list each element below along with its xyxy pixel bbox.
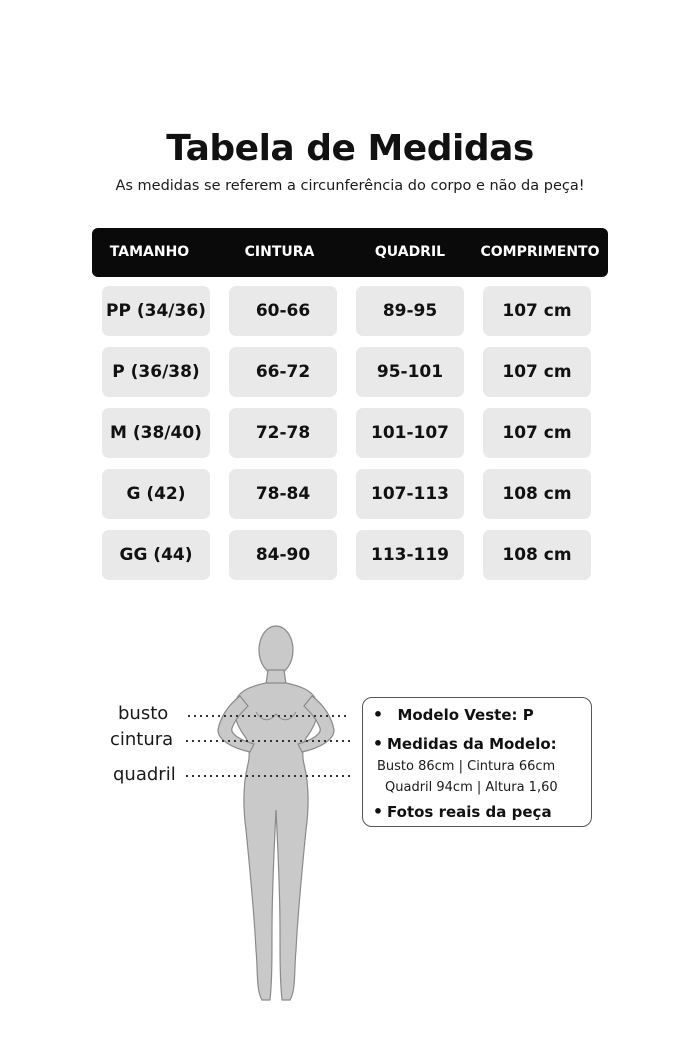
info-line-busto-cintura: Busto 86cm | Cintura 66cm xyxy=(377,759,556,774)
size-cell: P (36/38) xyxy=(102,347,210,397)
waist-cell: 60-66 xyxy=(229,286,337,336)
info-bullet-modelo-veste: • Modelo Veste: P xyxy=(372,705,534,724)
length-cell: 107 cm xyxy=(483,408,591,458)
size-cell: M (38/40) xyxy=(102,408,210,458)
size-cell: G (42) xyxy=(102,469,210,519)
header-tamanho: TAMANHO xyxy=(109,244,190,260)
length-cell: 107 cm xyxy=(483,347,591,397)
info-text: Modelo Veste: P xyxy=(397,706,534,724)
waist-cell: 84-90 xyxy=(229,530,337,580)
hip-cell: 89-95 xyxy=(356,286,464,336)
hip-cell: 113-119 xyxy=(356,530,464,580)
hip-cell: 95-101 xyxy=(356,347,464,397)
label-quadril: quadril xyxy=(113,764,176,785)
length-cell: 107 cm xyxy=(483,286,591,336)
waist-cell: 78-84 xyxy=(229,469,337,519)
waist-cell: 72-78 xyxy=(229,408,337,458)
hip-cell: 101-107 xyxy=(356,408,464,458)
label-busto: busto xyxy=(118,703,169,724)
label-cintura: cintura xyxy=(110,729,174,750)
header-comprimento: COMPRIMENTO xyxy=(480,244,600,260)
page-title: Tabela de Medidas xyxy=(166,128,534,169)
header-cintura: CINTURA xyxy=(244,244,315,260)
info-bullet-medidas: • Medidas da Modelo: xyxy=(372,734,557,753)
info-line-quadril-altura: Quadril 94cm | Altura 1,60 xyxy=(385,780,558,795)
info-bullet-fotos: • Fotos reais da peça xyxy=(372,802,552,821)
info-text: Medidas da Modelo: xyxy=(387,735,557,753)
hip-cell: 107-113 xyxy=(356,469,464,519)
waist-cell: 66-72 xyxy=(229,347,337,397)
size-cell: PP (34/36) xyxy=(102,286,210,336)
length-cell: 108 cm xyxy=(483,530,591,580)
page-subtitle: As medidas se referem a circunferência do corpo e não da peça! xyxy=(115,178,585,194)
length-cell: 108 cm xyxy=(483,469,591,519)
info-text: Fotos reais da peça xyxy=(387,803,552,821)
size-cell: GG (44) xyxy=(102,530,210,580)
model-info-box xyxy=(362,697,592,827)
header-quadril: QUADRIL xyxy=(374,244,446,260)
